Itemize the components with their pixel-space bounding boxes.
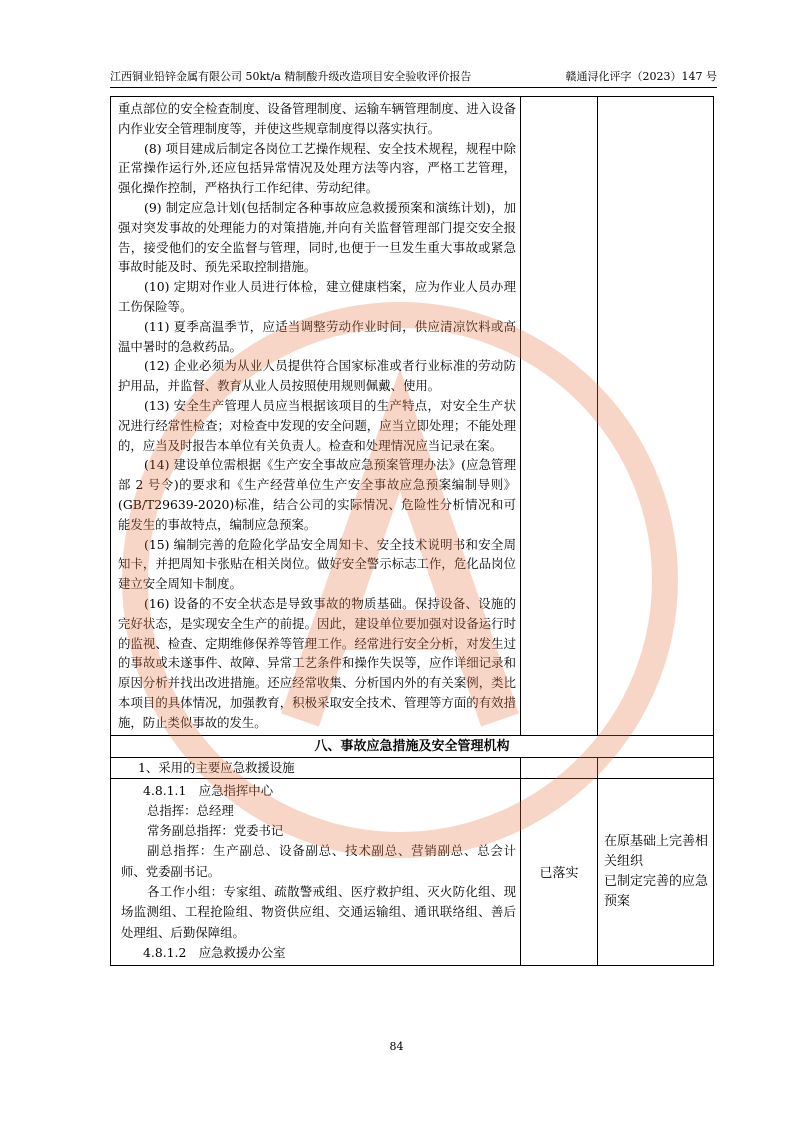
section-title: 八、事故应急措施及安全管理机构 — [111, 735, 714, 757]
paragraph: (9) 制定应急计划(包括制定各种事故应急救援预案和演练计划)，加强对突发事故的处理能力的对策措施,并向有关监督管理部门提交安全报告，接受他们的安全监督与管理，同时,也便于一旦发生重大事故或紧急事故时能及时、预先采取控制措施。 — [118, 199, 516, 275]
paragraph: (14) 建设单位需根据《生产安全事故应急预案管理办法》(应急管理部 2 号令)的要求和《生产经营单位生产安全事故应急预案编制导则》(GB/T29639-2020)标准，结合公司的实际情况、危险性分析情况和可能发生的事故特点，编制应急预案。 — [118, 457, 516, 532]
table-row — [111, 778, 714, 966]
status-cell-empty — [521, 757, 598, 778]
remark-line: 已制定完善的应急预案 — [604, 873, 709, 909]
report-title: 江西铜业铅锌金属有限公司 50kt/a 精制酸升级改造项目安全验收评价报告 — [110, 70, 472, 83]
paragraph: (16) 设备的不安全状态是导致事故的物质基础。保持设备、设施的完好状态，是实现安全生产的前提。因此，建设单位要加强对设备运行时的监视、检查、定期维修保养等管理工作。经常进行安全分析，对发生过的事故或未遂事件、故障、异常工艺条件和操作失误等，应作详细记录和原因分析并找出改进措施。还应经常收集、分析国内外的有关案例，类比本项目的具体情况，加强教育，积极采取安全技术、管理等方面的有效措施，防止类似事故的发生。 — [118, 595, 516, 730]
page-header — [110, 69, 717, 88]
implementation-status: 已落实 — [521, 778, 598, 966]
emergency-line: 总指挥：总经理 — [147, 802, 234, 818]
paragraph: (10) 定期对作业人员进行体检，建立健康档案，应为作业人员办理工伤保险等。 — [118, 279, 516, 314]
subsection-title: 1、采用的主要应急救援设施 — [111, 757, 521, 778]
emergency-cell — [111, 778, 521, 966]
paragraph: (12) 企业必须为从业人员提供符合国家标准或者行业标准的劳动防护用品，并监督、教育从业人员按照使用规则佩戴、使用。 — [118, 358, 516, 394]
table-row — [111, 735, 714, 757]
remark-lines — [604, 832, 709, 912]
status-cell-empty — [521, 97, 598, 736]
remark-cell-empty — [598, 97, 714, 736]
emergency-line: 副总指挥：生产副总、设备副总、技术副总、营销副总、总会计师、党委副书记。 — [121, 843, 516, 879]
paragraph: (8) 项目建成后制定各岗位工艺操作规程、安全技术规程，规程中除正常操作运行外,还应包括异常情况及处理方法等内容，严格工艺管理，强化操作控制，严格执行工作纪律、劳动纪律。 — [118, 140, 516, 196]
emergency-heading: 4.8.1.1 应急指挥中心 — [143, 782, 274, 798]
emergency-line: 各工作小组：专家组、疏散警戒组、医疗救护组、灭火防化组、现场监测组、工程抢险组、物资供应组、交通运输组、通讯联络组、善后处理组、后勤保障组。 — [121, 883, 516, 940]
paragraph: (13) 安全生产管理人员应当根据该项目的生产特点，对安全生产状况进行经常性检查；对检查中发现的安全问题，应当立即处理；不能处理的，应当及时报告本单位有关负责人。检查和处理情况应当记录在案。 — [118, 397, 516, 453]
document-number: 赣通浔化评字（2023）147 号 — [565, 70, 717, 83]
paragraph: 重点部位的安全检查制度、设备管理制度、运输车辆管理制度、进入设备内作业安全管理制度等，并使这些规章制度得以落实执行。 — [118, 101, 516, 136]
emergency-heading: 4.8.1.2 应急救援办公室 — [143, 944, 286, 960]
table-row — [111, 757, 714, 778]
page-number: 84 — [389, 1040, 404, 1053]
remark-cell-empty — [598, 757, 714, 778]
remark-line: 在原基础上完善相关组织 — [604, 833, 709, 869]
paragraph: (15) 编制完善的危险化学品安全周知卡、安全技术说明书和安全周知卡，并把周知卡张贴在相关岗位。做好安全警示标志工作，危化品岗位建立安全周知卡制度。 — [118, 536, 516, 592]
measures-table — [110, 96, 714, 966]
paragraph: (11) 夏季高温季节，应适当调整劳动作业时间，供应清凉饮料或高温中暑时的急救药品。 — [118, 318, 516, 354]
measures-cell — [111, 97, 521, 736]
remark-text — [598, 778, 714, 966]
emergency-line: 常务副总指挥：党委书记 — [147, 823, 284, 839]
table-row — [111, 97, 714, 736]
